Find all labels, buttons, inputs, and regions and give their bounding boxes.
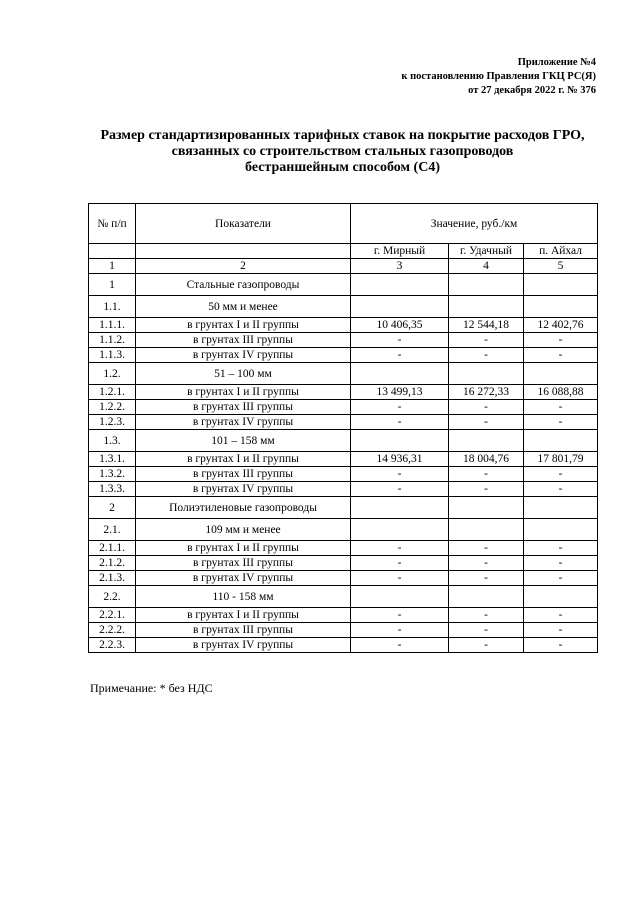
value-cell: - — [449, 415, 524, 430]
row-number: 1.2.3. — [89, 415, 136, 430]
row-label: в грунтах I и II группы — [136, 452, 351, 467]
row-label: в грунтах III группы — [136, 333, 351, 348]
table-row — [89, 318, 598, 333]
value-cell: - — [449, 482, 524, 497]
row-label: 101 – 158 мм — [136, 430, 351, 452]
appendix-header — [401, 56, 596, 98]
value-cell — [351, 296, 449, 318]
subsection-row — [89, 519, 598, 541]
row-label: 109 мм и менее — [136, 519, 351, 541]
value-cell — [449, 430, 524, 452]
value-cell: 14 936,31 — [351, 452, 449, 467]
value-cell: - — [449, 541, 524, 556]
value-cell: - — [449, 608, 524, 623]
row-label: в грунтах III группы — [136, 556, 351, 571]
value-cell — [524, 586, 598, 608]
value-cell: - — [449, 400, 524, 415]
table-row — [89, 348, 598, 363]
row-label: в грунтах III группы — [136, 467, 351, 482]
column-header-number: № п/п — [89, 204, 136, 244]
value-cell — [351, 274, 449, 296]
value-cell — [449, 274, 524, 296]
row-number: 2.1. — [89, 519, 136, 541]
value-cell: - — [351, 623, 449, 638]
row-label: в грунтах I и II группы — [136, 318, 351, 333]
subsection-row — [89, 586, 598, 608]
row-number: 1.3.2. — [89, 467, 136, 482]
column-header-value: Значение, руб./км — [351, 204, 598, 244]
row-number: 2.1.1. — [89, 541, 136, 556]
value-cell: - — [449, 638, 524, 653]
row-number: 1.2.1. — [89, 385, 136, 400]
value-cell — [524, 497, 598, 519]
row-label: в грунтах IV группы — [136, 571, 351, 586]
value-cell: - — [524, 571, 598, 586]
column-number: 3 — [351, 259, 449, 274]
value-cell: 10 406,35 — [351, 318, 449, 333]
city-header: г. Мирный — [351, 244, 449, 259]
value-cell: - — [449, 348, 524, 363]
value-cell — [351, 497, 449, 519]
value-cell: - — [351, 541, 449, 556]
table-row — [89, 608, 598, 623]
city-header: г. Удачный — [449, 244, 524, 259]
value-cell: - — [351, 608, 449, 623]
value-cell: - — [524, 638, 598, 653]
value-cell — [351, 363, 449, 385]
subsection-row — [89, 430, 598, 452]
table-row — [89, 452, 598, 467]
header-row — [89, 204, 598, 244]
footnote: Примечание: * без НДС — [90, 681, 213, 695]
value-cell: - — [449, 467, 524, 482]
table-row — [89, 571, 598, 586]
value-cell — [449, 296, 524, 318]
value-cell — [524, 274, 598, 296]
table-row — [89, 385, 598, 400]
row-label: в грунтах III группы — [136, 623, 351, 638]
value-cell: - — [524, 400, 598, 415]
appendix-number: Приложение №4 — [517, 57, 596, 68]
section-row — [89, 274, 598, 296]
value-cell — [524, 430, 598, 452]
value-cell — [449, 586, 524, 608]
column-number: 2 — [136, 259, 351, 274]
value-cell: - — [351, 348, 449, 363]
value-cell: 18 004,76 — [449, 452, 524, 467]
row-number: 2.1.2. — [89, 556, 136, 571]
value-cell — [449, 519, 524, 541]
city-header-row — [89, 244, 598, 259]
title-line: связанных со строительством стальных газопроводов — [171, 144, 514, 159]
column-number-row — [89, 259, 598, 274]
row-number: 1.3. — [89, 430, 136, 452]
row-number: 1.1.2. — [89, 333, 136, 348]
row-label: Полиэтиленовые газопроводы — [136, 497, 351, 519]
column-number: 5 — [524, 259, 598, 274]
title-line: Размер стандартизированных тарифных ставок на покрытие расходов ГРО, — [100, 128, 585, 143]
value-cell: 12 402,76 — [524, 318, 598, 333]
column-number: 1 — [89, 259, 136, 274]
value-cell: - — [524, 608, 598, 623]
value-cell: - — [351, 400, 449, 415]
table-row — [89, 400, 598, 415]
value-cell: - — [351, 556, 449, 571]
value-cell: - — [351, 571, 449, 586]
empty-cell — [89, 244, 136, 259]
value-cell: - — [351, 333, 449, 348]
value-cell: - — [524, 415, 598, 430]
row-number: 1 — [89, 274, 136, 296]
subsection-row — [89, 363, 598, 385]
row-number: 1.2.2. — [89, 400, 136, 415]
row-number: 2.2.1. — [89, 608, 136, 623]
value-cell: - — [524, 623, 598, 638]
value-cell — [524, 519, 598, 541]
row-label: в грунтах III группы — [136, 400, 351, 415]
value-cell: - — [449, 556, 524, 571]
row-number: 2.2. — [89, 586, 136, 608]
row-number: 1.1.3. — [89, 348, 136, 363]
table-row — [89, 467, 598, 482]
value-cell: - — [351, 638, 449, 653]
table-row — [89, 415, 598, 430]
city-header: п. Айхал — [524, 244, 598, 259]
row-label: 51 – 100 мм — [136, 363, 351, 385]
row-number: 1.3.3. — [89, 482, 136, 497]
value-cell: 12 544,18 — [449, 318, 524, 333]
row-number: 2.1.3. — [89, 571, 136, 586]
value-cell: - — [524, 482, 598, 497]
value-cell: - — [524, 333, 598, 348]
value-cell: - — [524, 467, 598, 482]
row-number: 2.2.3. — [89, 638, 136, 653]
row-number: 2 — [89, 497, 136, 519]
row-number: 1.2. — [89, 363, 136, 385]
value-cell — [351, 519, 449, 541]
row-number: 1.1.1. — [89, 318, 136, 333]
document-title — [60, 128, 625, 176]
row-label: в грунтах I и II группы — [136, 541, 351, 556]
value-cell — [351, 430, 449, 452]
table-row — [89, 333, 598, 348]
row-label: 50 мм и менее — [136, 296, 351, 318]
value-cell — [449, 497, 524, 519]
value-cell: - — [351, 467, 449, 482]
table-row — [89, 541, 598, 556]
value-cell: - — [351, 482, 449, 497]
value-cell — [351, 586, 449, 608]
column-header-indicators: Показатели — [136, 204, 351, 244]
column-number: 4 — [449, 259, 524, 274]
value-cell: 13 499,13 — [351, 385, 449, 400]
row-number: 1.1. — [89, 296, 136, 318]
row-label: в грунтах IV группы — [136, 482, 351, 497]
resolution-reference: к постановлению Правления ГКЦ РС(Я) — [401, 71, 596, 82]
value-cell: - — [524, 556, 598, 571]
value-cell: - — [449, 571, 524, 586]
value-cell: - — [524, 348, 598, 363]
resolution-date: от 27 декабря 2022 г. № 376 — [468, 85, 596, 96]
row-number: 2.2.2. — [89, 623, 136, 638]
table-row — [89, 482, 598, 497]
row-label: Стальные газопроводы — [136, 274, 351, 296]
row-number: 1.3.1. — [89, 452, 136, 467]
value-cell: - — [449, 333, 524, 348]
row-label: в грунтах I и II группы — [136, 385, 351, 400]
value-cell: 16 088,88 — [524, 385, 598, 400]
row-label: 110 - 158 мм — [136, 586, 351, 608]
value-cell — [524, 363, 598, 385]
tariff-table — [88, 203, 598, 653]
row-label: в грунтах I и II группы — [136, 608, 351, 623]
value-cell: - — [351, 415, 449, 430]
value-cell: - — [524, 541, 598, 556]
subsection-row — [89, 296, 598, 318]
table-row — [89, 556, 598, 571]
table-row — [89, 623, 598, 638]
table-row — [89, 638, 598, 653]
value-cell: - — [449, 623, 524, 638]
row-label: в грунтах IV группы — [136, 638, 351, 653]
value-cell — [524, 296, 598, 318]
section-row — [89, 497, 598, 519]
empty-cell — [136, 244, 351, 259]
title-line: бестраншейным способом (С4) — [245, 160, 440, 175]
row-label: в грунтах IV группы — [136, 348, 351, 363]
value-cell: 16 272,33 — [449, 385, 524, 400]
value-cell: 17 801,79 — [524, 452, 598, 467]
value-cell — [449, 363, 524, 385]
row-label: в грунтах IV группы — [136, 415, 351, 430]
